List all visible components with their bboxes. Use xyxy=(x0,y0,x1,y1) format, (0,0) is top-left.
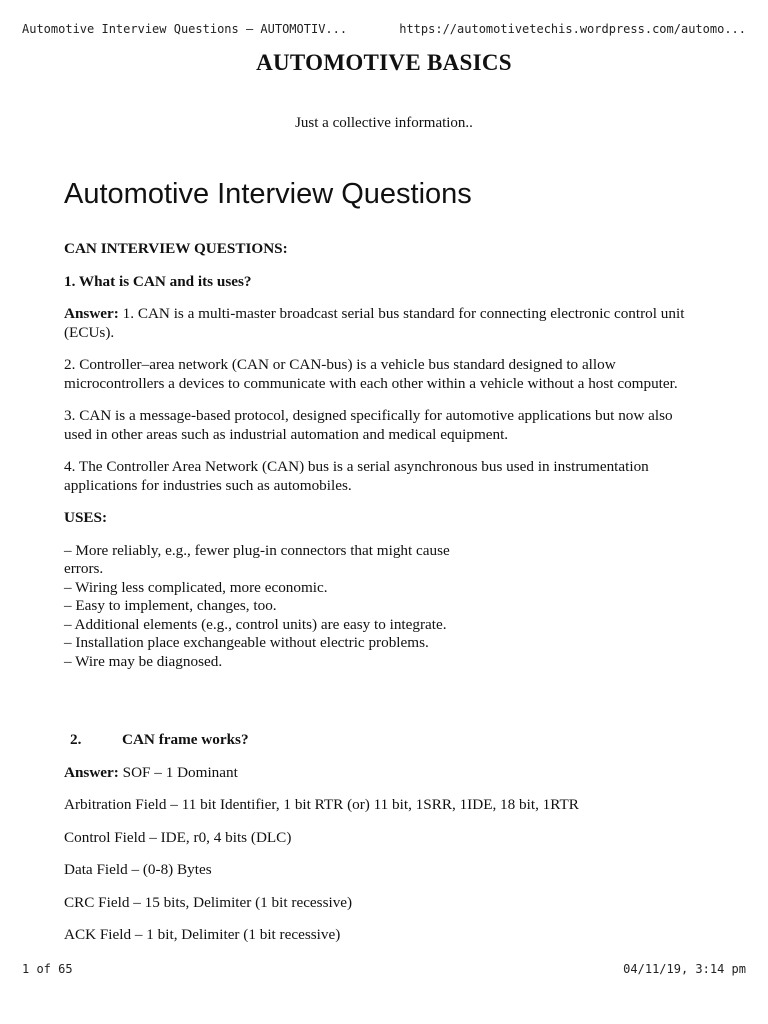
site-title[interactable]: AUTOMOTIVE BASICS xyxy=(256,50,512,75)
answer-1-para-3: 3. CAN is a message-based protocol, designed specifically for automotive applications but now also used in other areas such as industrial automation and medical equipment. xyxy=(64,407,673,443)
answer-2-line: Answer: SOF – 1 Dominant xyxy=(64,763,238,781)
uses-heading: USES: xyxy=(64,509,108,526)
question-1: 1. What is CAN and its uses? xyxy=(64,272,252,290)
list-item: errors. xyxy=(64,560,104,577)
list-item: – Wire may be diagnosed. xyxy=(64,652,223,670)
list-item: – Easy to implement, changes, too. xyxy=(64,597,277,614)
answer-2-line: CRC Field – 15 bits, Delimiter (1 bit recessive) xyxy=(64,893,353,911)
answer-1-para-2: 2. Controller–area network (CAN or CAN-bus) is a vehicle bus standard designed to allow microcontrollers a devices to communicate with each other within a vehicle without a host computer. xyxy=(64,356,678,392)
list-item: – Wiring less complicated, more economic. xyxy=(64,578,328,596)
answer-2-line: Control Field – IDE, r0, 4 bits (DLC) xyxy=(64,828,292,846)
uses-list xyxy=(64,542,704,672)
post-content xyxy=(64,240,704,959)
answer-2-line: Arbitration Field – 11 bit Identifier, 1 bit RTR (or) 11 bit, 1SRR, 1IDE, 18 bit, 1RTR xyxy=(64,796,579,813)
question-2: 2. CAN frame works? xyxy=(70,731,249,748)
answer-2-line: ACK Field – 1 bit, Delimiter (1 bit recessive) xyxy=(64,926,341,943)
site-tagline: Just a collective information.. xyxy=(295,115,473,131)
answer-1-para-1: Answer: 1. CAN is a multi-master broadcast serial bus standard for connecting electronic control unit (ECUs). xyxy=(64,305,685,341)
answer-label: Answer: xyxy=(64,305,119,322)
print-header-url: https://automotivetechis.wordpress.com/automo... xyxy=(399,22,746,36)
list-item: – Additional elements (e.g., control units) are easy to integrate. xyxy=(64,615,447,633)
print-header-title: Automotive Interview Questions – AUTOMOTIV... xyxy=(22,22,348,36)
list-item: – More reliably, e.g., fewer plug-in connectors that might cause xyxy=(64,541,450,559)
print-footer-page-count: 1 of 65 xyxy=(22,962,73,976)
list-item: – Installation place exchangeable without electric problems. xyxy=(64,634,429,651)
answer-1-para-4: 4. The Controller Area Network (CAN) bus is a serial asynchronous bus used in instrumentation applications for industries such as automobiles. xyxy=(64,458,649,494)
answer-label: Answer: xyxy=(64,763,119,781)
section-heading: CAN INTERVIEW QUESTIONS: xyxy=(64,240,288,257)
answer-2-line: Data Field – (0-8) Bytes xyxy=(64,861,212,878)
post-title[interactable]: Automotive Interview Questions xyxy=(64,178,472,210)
print-footer-datetime: 04/11/19, 3:14 pm xyxy=(623,962,746,976)
